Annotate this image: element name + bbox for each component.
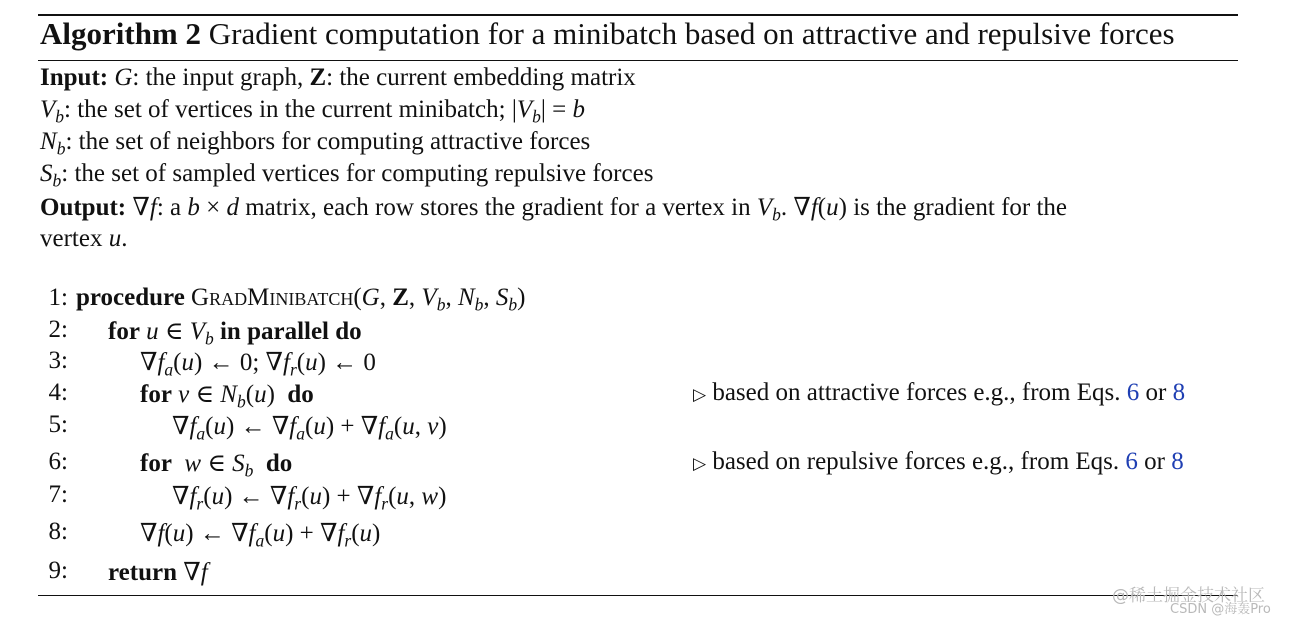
sb-line: $S_b$: the set of sampled vertices for computing repulsive forces <box>40 160 654 191</box>
code-line-9: return ∇f <box>108 559 208 586</box>
code-line-1: procedure GradMinibatch(G, Z, $V_b$, $N_b$, $S_b$) <box>76 284 526 315</box>
eq-8-link[interactable]: 8 <box>1171 448 1184 475</box>
output-line: Output: ∇f: a b × d matrix, each row stores the gradient for a vertex in $V_b$. ∇f(u) is the gradient for the <box>40 194 1068 225</box>
code-line-7: $\nabla f_r(u)$ ← $\nabla f_r(u) + \nabla f_r(u$, w) <box>172 483 447 514</box>
line-number: 9: <box>48 557 68 584</box>
eq-6-link[interactable]: 6 <box>1126 379 1140 406</box>
code-line-6: for w ∈ $S_b$ do <box>140 450 293 481</box>
bottom-rule <box>38 595 1238 596</box>
comment-attractive: ▷ based on attractive forces e.g., from Eqs. 6 or 8 <box>693 379 1186 406</box>
code-line-4: for v ∈ $N_b(u)$ do <box>140 381 314 412</box>
input-line: Input: G: the input graph, Z: the current embedding matrix <box>40 64 636 91</box>
code-line-2: for u ∈ $V_b$ in parallel do <box>108 318 362 349</box>
code-line-8: ∇f(u) ← $\nabla f_a(u) + \nabla f_r(u)$ <box>140 520 381 551</box>
vb-line: $V_b$: the set of vertices in the current minibatch; $|V_b| = b$ <box>40 96 585 127</box>
line-number: 7: <box>48 481 68 508</box>
line-number: 1: <box>48 284 68 311</box>
algorithm-caption: Gradient computation for a minibatch based on attractive and repulsive forces <box>208 16 1175 51</box>
watermark-csdn: CSDN @海轰Pro <box>1170 602 1271 617</box>
line-number: 3: <box>48 347 68 374</box>
line-number: 6: <box>48 448 68 475</box>
code-line-5: $\nabla f_a(u)$ ← $\nabla f_a(u) + \nabla f_a(u$, v) <box>172 413 447 444</box>
line-number: 4: <box>48 379 68 406</box>
eq-8-link[interactable]: 8 <box>1172 379 1186 406</box>
code-line-3: $\nabla f_a(u)$ ← 0; $\nabla f_r(u)$ ← 0 <box>140 349 376 380</box>
algorithm-label: Algorithm 2 <box>40 16 202 51</box>
line-number: 2: <box>48 316 68 343</box>
output-line-cont: vertex u. <box>40 225 128 252</box>
title-rule <box>38 60 1238 61</box>
line-number: 5: <box>48 411 68 438</box>
nb-line: $N_b$: the set of neighbors for computing attractive forces <box>40 128 591 159</box>
watermark-juejin: @稀土掘金技术社区 <box>1112 586 1265 606</box>
comment-repulsive: ▷ based on repulsive forces e.g., from Eqs. 6 or 8 <box>693 448 1184 475</box>
eq-6-link[interactable]: 6 <box>1125 448 1138 475</box>
algorithm-title <box>40 16 1175 52</box>
line-number: 8: <box>48 518 68 545</box>
